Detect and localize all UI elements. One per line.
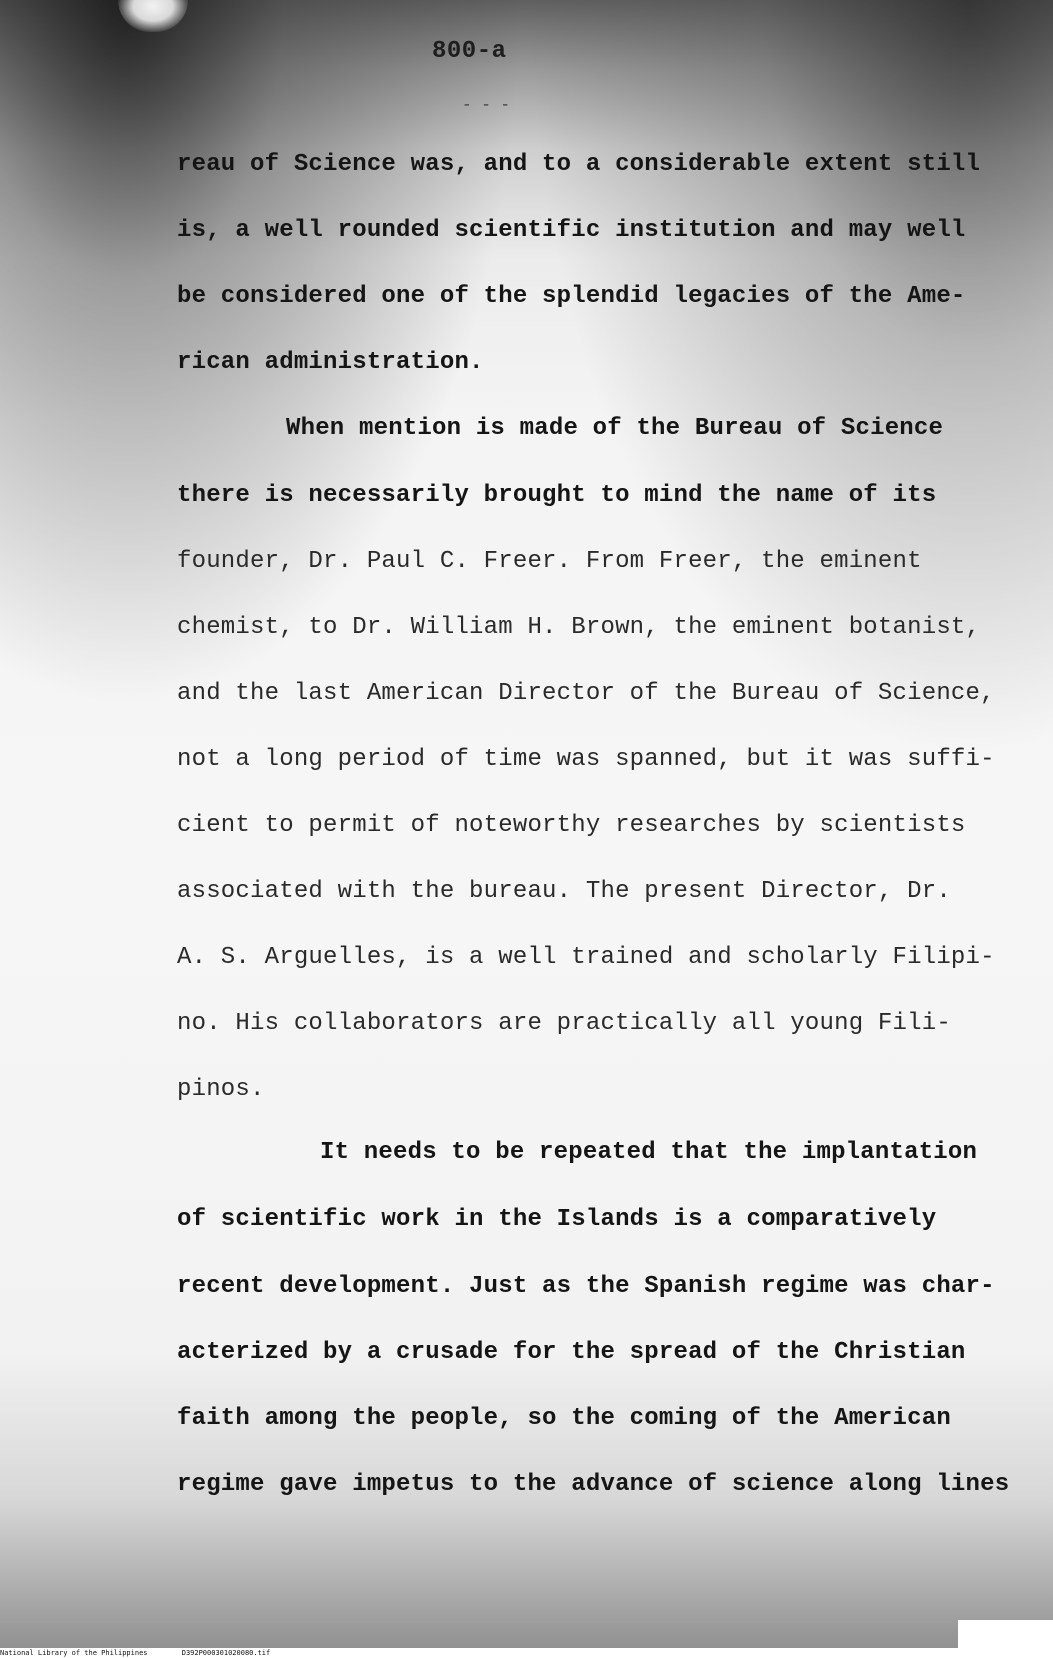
text-line: there is necessarily brought to mind the name of its xyxy=(177,482,937,509)
text-line: When mention is made of the Bureau of Science xyxy=(286,415,944,442)
scan-corner-mask xyxy=(958,1620,1053,1658)
text-line: It needs to be repeated that the implantation xyxy=(320,1139,978,1166)
text-line: reau of Science was, and to a considerable extent still xyxy=(177,151,981,178)
text-line: chemist, to Dr. William H. Brown, the eminent botanist, xyxy=(177,614,981,641)
text-line: regime gave impetus to the advance of science along lines xyxy=(177,1471,1010,1498)
text-line: recent development. Just as the Spanish regime was char- xyxy=(177,1273,995,1300)
scan-footer xyxy=(0,1648,960,1658)
text-line: rican administration. xyxy=(177,349,484,376)
text-line: pinos. xyxy=(177,1076,265,1103)
footer-file-id: D392P000301020080.tif xyxy=(181,1649,271,1657)
text-line: faith among the people, so the coming of the American xyxy=(177,1405,951,1432)
text-line: associated with the bureau. The present Director, Dr. xyxy=(177,878,951,905)
text-line: founder, Dr. Paul C. Freer. From Freer, the eminent xyxy=(177,548,922,575)
page-dash-mark: - - - xyxy=(462,96,511,114)
text-line: acterized by a crusade for the spread of the Christian xyxy=(177,1339,966,1366)
text-line: is, a well rounded scientific institution and may well xyxy=(177,217,966,244)
text-line: cient to permit of noteworthy researches by scientists xyxy=(177,812,966,839)
text-line: not a long period of time was spanned, but it was suffi- xyxy=(177,746,995,773)
text-line: A. S. Arguelles, is a well trained and scholarly Filipi- xyxy=(177,944,995,971)
text-line: no. His collaborators are practically all young Fili- xyxy=(177,1010,951,1037)
text-line: and the last American Director of the Bureau of Science, xyxy=(177,680,995,707)
text-line: be considered one of the splendid legacies of the Ame- xyxy=(177,283,966,310)
footer-library: National Library of the Philippines xyxy=(0,1649,148,1657)
text-line: of scientific work in the Islands is a comparatively xyxy=(177,1206,937,1233)
page-number: 800-a xyxy=(432,38,507,65)
